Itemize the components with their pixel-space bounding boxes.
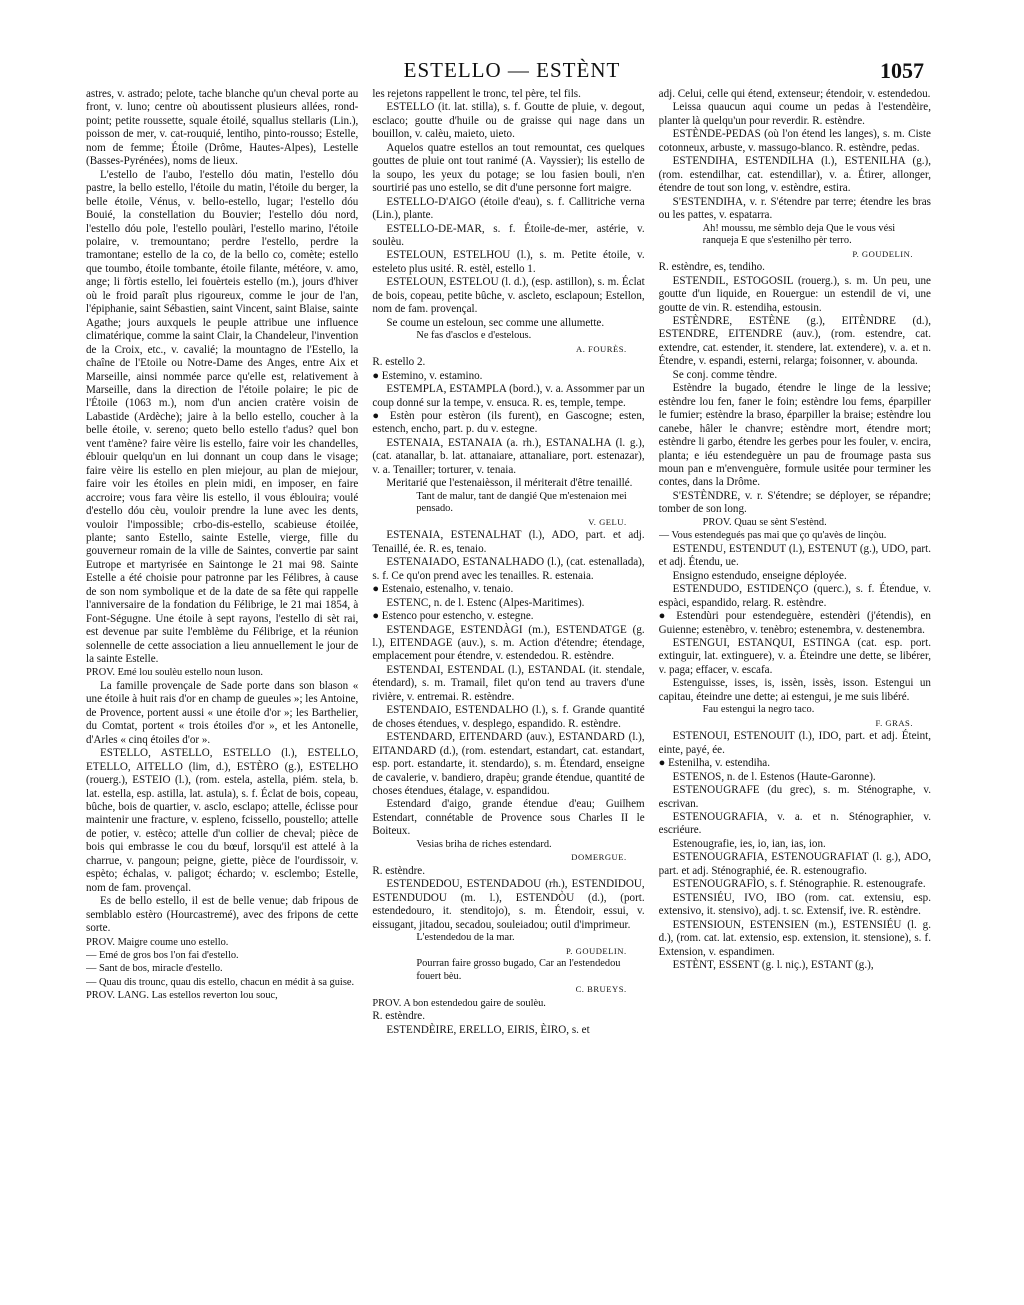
dictionary-entry: ESTENAIADO, ESTANALHADO (l.), (cat. estenallada), s. f. Ce qu'on prend avec les tenailles. R. estenaia.: [372, 556, 645, 582]
dictionary-entry: ESTENDAI, ESTENDAL (l.), ESTANDAL (it. stendale, étendard), s. m. Tramail, filet qu'on tend au travers d'une rivière, v. entremai. R. estèndre.: [372, 663, 645, 703]
dictionary-entry: ESTELLO-DE-MAR, s. f. Étoile-de-mer, astérie, v. soulèu.: [372, 222, 645, 248]
dictionary-entry: ESTENOUGRAFÌO, s. f. Sténographie. R. estenougrafe.: [672, 878, 926, 891]
dictionary-entry: PROV. Emé lou soulèu estello noun luson.: [86, 667, 264, 679]
dictionary-entry: Se conj. comme tèndre.: [672, 368, 778, 381]
dictionary-entry: Pourran faire grosso bugado, Car an l'estendedou fouert bèu.: [416, 958, 621, 982]
dictionary-entry: Vesias briha de riches estendard.: [416, 838, 552, 850]
dictionary-entry: ESTENOS, n. de l. Estenos (Haute-Garonne).: [672, 770, 876, 783]
dictionary-entry: R. estèndre.: [372, 1010, 426, 1023]
dictionary-entry: ESTENDIL, ESTOGOSIL (rouerg.), s. m. Un peu, une goutte d'un liquide, en Rouergue: un estendil de vi, une goutte de vin. R. estendiha, estousin.: [658, 274, 931, 314]
running-head: ESTELLO — ESTÈNT: [403, 58, 621, 82]
dictionary-entry: PROV. LANG. Las estellos reverton lou souc,: [86, 990, 278, 1002]
dictionary-entry: ESTENOUGRAFIA, ESTENOUGRAFIAT (l. g.), ADO, part. et adj. Sténographié, ée. R. estenougrafio.: [658, 851, 931, 877]
dictionary-entry: ESTELOUN, ESTELHOU (l.), s. m. Petite étoile, v. esteleto plus usité. R. estèl, estello 1.: [372, 249, 645, 275]
dictionary-entry: Meritarié que l'estenaièsson, il mériterait d'être tenaillé.: [386, 477, 633, 490]
dictionary-entry: ● Estendùri pour estendeguère, estendèri (j'étendis), en Guienne; estenèbro, v. tenèbro; estenembra, v. destenembra.: [658, 610, 931, 636]
dictionary-entry: Leissa quaucun aqui coume un pedas à l'estendèire, planter là quelqu'un pour reverdir. R. estèndre.: [658, 101, 931, 127]
dictionary-entry: Estendard d'aigo, grande étendue d'eau; Guilhem Estendart, connétable de Provence sous Charles II le Boiteux.: [372, 798, 645, 838]
dictionary-entry: Ah! moussu, me sèmblo deja Que le vous vési ranqueja E que s'estenilho pèr terro.: [702, 222, 896, 247]
dictionary-entry: Estèndre la bugado, étendre le linge de la lessive; estèndre lou fen, faner le foin; estèndre lou fems, éparpiller le fumier; estèndre la braso, éparpiller la braise; estèndre lou canebe, hâler le chanvre; estèndre mort, étendre mort; estèndre li garbo, étendre les gerbes pour les fouler, v. encira, planta; e iéu estendeguère un pau de froumage pasta sus moun pan e m'envenguère, formule usitée pour terminer les contes, dans la Drôme.: [658, 382, 931, 489]
page-header: [0, 58, 1024, 88]
dictionary-entry: S'ESTÈNDRE, v. r. S'étendre; se déployer, se répandre; tomber de son long.: [658, 489, 931, 516]
dictionary-entry: La famille provençale de Sade porte dans son blason « une étoile à huit rais d'or en champ de gueules »; les Antoine, de Provence, portent aussi « une étoile d'or »; les Barthelier, du Comtat, portent « trois étoiles d'or », et les Antonelle, d'Arles « cinq étoiles d'or ».: [86, 679, 359, 746]
dictionary-entry: ESTELOUN, ESTELOU (l. d.), (esp. astillon), s. m. Éclat de bois, copeau, petite bûche, v. ascleto, esclapoun; Estellon, nom de fam. provençal.: [372, 276, 645, 316]
column-middle: [372, 88, 644, 1258]
dictionary-entry: ESTELLO-D'AIGO (étoile d'eau), s. f. Callitriche verna (Lin.), plante.: [372, 195, 645, 222]
dictionary-entry: ESTENDARD, EITENDARD (auv.), ESTANDARD (l.), EITANDARD (d.), (rom. estendart, estandart, cat. estandart, esp. port. estandarte, it. stendardo), s. m. Étendard, enseigne de cavalerie, v. bandiero, drapèu; grande étendue, quantité de choses étendues, étalage, v. espandidou.: [372, 731, 645, 797]
dictionary-entry: ESTENDAGE, ESTENDÀGI (m.), ESTENDATGE (g. l.), EITENDAGE (auv.), s. m. Action d'étendre; étendage, emplacement pour étendre, v. estendedou. R. estèndre.: [372, 623, 645, 663]
dictionary-columns: [86, 88, 931, 1258]
dictionary-entry: Estenguisse, isses, is, issèn, issès, isson. Estengui un capitau, éteindre une dette; ai estengui, je me suis libéré.: [658, 677, 931, 703]
dictionary-entry: ESTENOUGRAFIA, v. a. et n. Sténographier, v. escriéure.: [658, 811, 931, 837]
dictionary-entry: PROV. A bon estendedou gaire de soulèu.: [372, 997, 546, 1009]
dictionary-entry: A. FOURÈS.: [576, 343, 627, 354]
dictionary-entry: ESTEMPLA, ESTAMPLA (bord.), v. a. Assommer par un coup donné sur la tempe, v. ensuca. R. es, temple, tempe.: [372, 383, 645, 409]
column-left: [86, 88, 358, 1258]
dictionary-entry: ● Estenco pour estencho, v. estegne.: [372, 610, 534, 623]
dictionary-entry: Se coume un esteloun, sec comme une allumette.: [386, 316, 605, 329]
dictionary-entry: adj. Celui, celle qui étend, extenseur; étendoir, v. estendedou.: [658, 88, 931, 100]
dictionary-entry: R. estèndre, es, tendiho.: [658, 261, 765, 274]
dictionary-entry: L'estello de l'aubo, l'estello dóu matin, l'estello dóu pastre, la bello estello, l'étoile du matin, l'étoile du berger, la belle étoile, Vénus, v. bello-estello, lugar; l'estello dóu Bouié, la constellation du Bouvier; l'estello dóu nord, l'estello dóu pole, l'estello poulàri, l'estello marino, l'étoile polaire, v. tremountano; perdre l'estello, perdre la tramontane; estello de la co, de la bello co, comète; estello que toumbo, étoile tombante, étoile filante, météore, v. amo, ange; li fòrtis estello, lei fouèrteis estello (m.), jours d'hiver où le froid paraît plus rigoureux, comme le jour de l'an, l'épiphanie, saint Sébastien, saint Vincent, saint Blaise, sainte Agathe; jours auxquels le peuple attribue une influence climatérique, comme la saint Clair, la Chandeleur, l'invention de la Croix, etc., v. cavalié; la mountagno de l'Estello, la chaîne de l'Etoile ou Notre-Dame des Anges, entre Aix et Marseille, ainsi nommée parce qu'elle est, relativement à Marseille, dans la direction de l'étoile polaire; le pic de l'Étoile (1063 m.), nom d'un ancien cratère voisin de Labastide (Ardèche); jaire à la bello estello, coucher à la belle étoile, v. sereno; queto bello estello t'adus? quel bon vent t'amène? faire vèire lis estello, faire voir les chandelles, éblouir quelqu'un en lui donnant un coup dans le visage; faire vèire lis estello en plen miejour, au plan de miejour, faire voir les étoiles en plein midi, en imposer, en faire accroire; vous fara vèire lis estello, il vous éblouira; voulé d'estello dóu cèu, vouloir prendre la lune avec les dents, vouloir l'impossible; crbo-dis-estello, scabieuse étoilée, plante; santo Estello, sainte Estelle, vierge, fille du gouverneur romain de la ville de Saintes, convertie par saint Eutrope et martyrisée en Saintonge le 21 mai 98. Sainte Estelle a été choisie pour patronne par les Félibres, à cause de son nom symbolique et de la date de sa fête qui rappelle l'anniversaire de la fondation du Félibrige, le 21 mai 1854, à Font-Ségugne. Une étoile à sept rayons, l'estello di sèt rai, est devenue par suite l'emblème du Félibrige, et la réunion solennelle de cette association a lieu annuellement le jour de la sainte Estelle.: [86, 168, 359, 666]
dictionary-entry: ESTÈNDRE, ESTÈNE (g.), EITÈNDRE (d.), ESTENDRE, EITENDRE (auv.), (rom. estendre, cat. extendre, cat. estender, it. stendere, lat. extendere), v. a. et n. Étendre, v. espandi, esterni, relarga; foisonner, v. abounda.: [658, 314, 931, 368]
dictionary-entry: ESTENDÈIRE, ERELLO, EIRIS, ÈIRO, s. et: [386, 1023, 590, 1036]
dictionary-entry: F. GRAS.: [875, 717, 913, 728]
page-number: 1057: [880, 58, 924, 83]
dictionary-entry: ESTENSIÉU, IVO, IBO (rom. cat. extensiu, esp. extensivo, it. stensivo), adj. t. sc. Extensif, ive. R. estèndre.: [658, 891, 931, 918]
dictionary-entry: ESTENGUI, ESTANQUI, ESTINGA (cat. esp. port. extinguir, lat. extinguere), v. a. Éteindre une dette, se libérer, v. paga; effacer, v. escafa.: [658, 637, 931, 676]
dictionary-entry: ESTENDAIO, ESTENDALHO (l.), s. f. Grande quantité de choses étendues, v. desplego, espandido. R. estèndre.: [372, 704, 645, 730]
dictionary-entry: ● Estemino, v. estamino.: [372, 369, 483, 382]
dictionary-entry: Es de bello estello, il est de belle venue; dab fripous de semblablo estèro (Hourcastremé), avec des fripons de cette sorte.: [86, 895, 359, 935]
dictionary-entry: S'ESTENDIHA, v. r. S'étendre par terre; étendre les bras ou les pattes, v. espatarra.: [658, 195, 931, 222]
dictionary-entry: Estenougrafie, ies, io, ian, ias, ion.: [672, 837, 826, 850]
dictionary-entry: ESTENDIHA, ESTENDILHA (l.), ESTENILHA (g.), (rom. estendilhar, cat. estendillar), v. a. Étirer, allonger, étendre de tout son long, v. estèndre, estira.: [658, 155, 931, 195]
dictionary-entry: ESTENOUGRAFE (du grec), s. m. Sténographe, v. escrivan.: [658, 784, 931, 810]
dictionary-entry: ESTELLO, ASTELLO, ESTELLO (l.), ESTELLO, ETELLO, AITELLO (lim, d.), ESTÈRO (g.), ESTELHO (rouerg.), ESTEIO (l.), (rom. estela, astella, piém. stela, b. lat. estella, esp. astilla, lat. astula), s. f. Éclat de bois, copeau, bûche, bois de quartier, v. asclo, esclapo; attelle, éclisse pour maintenir une fracture, v. espleno, fcissello, poustello; attelle de potier, v. estèco; attelle d'un collier de cheval; pièce de bois qui embrasse le cou du bœuf, lorsqu'il est attelé à la charrue, v. pangoun; peigne, giette, pièce de l'ourdissoir, v. espèto; échalas, v. paligot; échardo; v. esclembo; Estelle, nom de fam. provençal.: [86, 747, 359, 894]
dictionary-entry: PROV. Quau se sènt S'estènd.: [702, 516, 827, 528]
dictionary-entry: ● Estenilha, v. estendiha.: [658, 757, 770, 770]
dictionary-entry: ESTÈNDE-PEDAS (où l'on étend les langes), s. m. Ciste cotonneux, arbuste, v. massugo-blanco. R. estèndre, pedas.: [658, 128, 931, 154]
dictionary-entry: ESTENDEDOU, ESTENDADOU (rh.), ESTENDIDOU, ESTENDUDOU (m. l.), ESTENDÒU (d.), (port. estendedouro, it. stenditojo), s. m. Étendoir, essui, v. eissugant, jitadou, secadou, souleiadou; outil d'imprimeur.: [372, 878, 645, 931]
dictionary-entry: R. estello 2.: [372, 356, 426, 369]
dictionary-entry: PROV. Maigre coume uno estello.: [86, 936, 229, 948]
column-right: [659, 88, 931, 1258]
dictionary-entry: P. GOUDELIN.: [852, 248, 913, 259]
dictionary-entry: ● Estenaio, estenalho, v. tenaio.: [372, 583, 514, 596]
dictionary-entry: — Quau dis trounc, quau dis estello, chacun en médit à sa guise.: [86, 976, 355, 988]
dictionary-entry: les rejetons rappellent le tronc, tel père, tel fils.: [372, 88, 581, 100]
dictionary-entry: — Sant de bos, miracle d'estello.: [86, 963, 223, 975]
dictionary-entry: ● Estèn pour estèron (ils furent), en Gascogne; esten, estench, encho, part. p. du v. estegne.: [372, 410, 645, 436]
dictionary-entry: Fau estengui la negro taco.: [702, 704, 815, 716]
dictionary-entry: ESTENAIA, ESTENALHAT (l.), ADO, part. et adj. Tenaillé, ée. R. es, tenaio.: [372, 529, 645, 555]
dictionary-entry: Ensigno estendudo, enseigne déployée.: [672, 569, 847, 582]
dictionary-entry: ESTELLO (it. lat. stilla), s. f. Goutte de pluie, v. degout, esclaco; goutte d'huile ou de graisse qui nage dans un bouillon, v. calèu, maieto, uieto.: [372, 101, 645, 141]
dictionary-entry: ESTENAIA, ESTANAIA (a. rh.), ESTANALHA (l. g.), (cat. atanallar, b. lat. attanaiare, attanaliare, port. estenazar), v. a. Tenailler; torturer, v. tenaia.: [372, 436, 645, 476]
dictionary-entry: — Emé de gros bos l'on fai d'estello.: [86, 950, 239, 961]
dictionary-entry: P. GOUDELIN.: [565, 945, 627, 956]
dictionary-entry: ESTENC, n. de l. Estenc (Alpes-Maritimes).: [386, 596, 585, 609]
dictionary-entry: C. BRUEYS.: [575, 984, 627, 995]
dictionary-entry: ESTÈNT, ESSENT (g. l. niç.), ESTANT (g.),: [672, 959, 874, 972]
dictionary-entry: ESTENDUDO, ESTIDENÇO (querc.), s. f. Étendue, v. espàci, espandido, relarg. R. estèndre.: [658, 583, 931, 609]
dictionary-entry: astres, v. astrado; pelote, tache blanche qu'un cheval porte au front, v. luno; centre où aboutissent plusieurs allées, rond-point; petite roussette, squale étoilé, squallus stellaris (Lin.), poisson de mer, v. cat-rouquié, lentiho, pinto-rousso; Estelle, nom de femme; Étoile (Drôme, Hautes-Alpes), Lestelle (Basses-Pyrénées), noms de lieux.: [86, 88, 359, 168]
dictionary-entry: — Vous estendegués pas mai que ço qu'avès de linçòu.: [658, 530, 887, 542]
dictionary-entry: ESTENDU, ESTENDUT (l.), ESTENUT (g.), UDO, part. et adj. Étendu, ue.: [658, 542, 931, 569]
dictionary-entry: Tant de malur, tant de dangié Que m'estenaion mei pensado.: [416, 490, 627, 515]
dictionary-entry: DOMERGUE.: [571, 852, 627, 863]
dictionary-entry: Aquelos quatre estellos an tout remountat, ces quelques gouttes de pluie ont tout ranimé (A. Vayssier); lis estello de la soupo, les yeux du potage; se lou fasien bouli, n'en sourtirié pas uno estello, se dit d'une personne fort maigre.: [372, 141, 645, 195]
dictionary-entry: ESTENOUI, ESTENOUIT (l.), IDO, part. et adj. Éteint, einte, payé, ée.: [658, 730, 931, 756]
dictionary-entry: L'estendedou de la mar.: [416, 932, 515, 944]
dictionary-entry: V. GELU.: [588, 516, 627, 527]
dictionary-entry: R. estèndre.: [372, 864, 426, 877]
dictionary-entry: ESTENSIOUN, ESTENSIEN (m.), ESTENSIÉU (l. g. d.), (rom. cat. lat. extensio, esp. extension, it. stensione), s. f. Extension, v. espandimen.: [658, 918, 931, 958]
dictionary-entry: Ne fas d'asclos e d'estelous.: [416, 330, 532, 342]
